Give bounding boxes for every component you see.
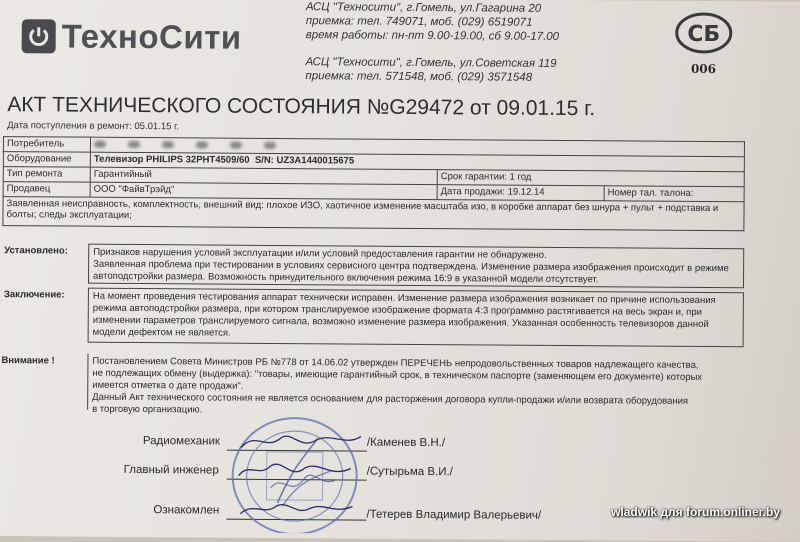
seller-label: Продавец (3, 182, 90, 198)
watermark-text: wladwik для forum.onliner.by (611, 505, 780, 519)
chief-engineer-name: /Сутырьма В.И./ (367, 466, 453, 479)
equipment-value: Телевизор PHILIPS 32PHT4509/60 S/N: UZ3A1440015675 (90, 152, 744, 172)
established-text: Признаков нарушения условий эксплуатации и/или условий предоставления гарантии не обнаружено. Заявленная проблема при тестировании в условиях сервисного центра подтверждена. Изменение размера изображения происходит в режиме автоподстройки размера. Возможность принудительного включения режима 16:9 в указанной модели отсутствует. (88, 244, 744, 289)
signature-scribble-icon (230, 496, 360, 523)
seller-value: ООО "ФайвТрэйд" (90, 182, 437, 199)
svg-text:СБ: СБ (687, 22, 720, 47)
repair-type-label: Тип ремонта (3, 167, 90, 183)
equipment-label: Оборудование (3, 152, 90, 168)
power-icon (22, 19, 56, 53)
established-label: Установлено: (4, 245, 68, 256)
address-block-1: АСЦ "Техносити", г.Гомель, ул.Гагарина 20 приемка: тел. 749071, моб. (029) 6519071 время работы: пн-пт 9.00-19.00, сб 9.00-17.00 (306, 0, 560, 44)
logo-text: ТехноСити (62, 17, 242, 56)
conclusion-text: На момент проведения тестирования аппарат технически исправен. Изменение размера изображения возникает по причине использования режима автоподстройки размера, при котором транслируемое изображение формата 4:3 программно растягивается на весь экран и, при изменении параметров транслируемого сигнала, возможно изменение размера изображения. Указанная особенность телевизоров данной модели дефектом не является. (88, 288, 744, 348)
radio-mechanic-label: Радиомеханик (143, 435, 220, 448)
acknowledged-label: Ознакомлен (153, 504, 219, 516)
conclusion-label: Заключение: (4, 289, 65, 300)
chief-engineer-label: Главный инженер (124, 464, 219, 477)
repair-intake-date: Дата поступления в ремонт: 05.01.15 г. (7, 120, 179, 132)
acknowledged-name: /Тетерев Владимир Валерьевич/ (366, 509, 541, 522)
declared-fault: Заявленная неисправность, комплектность, внешний вид: плохое ИЗО, хаотичное изменение масштаба изо, в коробке аппарат без шнура + пульт + подставка и болты; следы эксплуатации; (3, 197, 744, 231)
coupon-number: Номер тал. талона: (604, 186, 744, 202)
consumer-label: Потребитель (3, 137, 90, 153)
attention-text: Постановлением Совета Министров РБ №778 от 14.06.02 утвержден ПЕРЕЧЕНЬ непродовольственных товаров надлежащего качества, не подлежащих обмену (выдержка): "товары, имеющие гарантийный срок, в техническом паспорте (заменяющем его документе) которых имеется отметка о дате продажи". Данный Акт технического состояния не является основанием для расторжения договора купли-продажи и/или возврата оборудования в торговую организацию. (87, 354, 743, 415)
signature-scribble-icon (231, 456, 361, 485)
attention-label: Внимание ! (1, 355, 54, 366)
stb-number: 006 (663, 62, 743, 77)
warranty-period: Срок гарантии: 1 год (437, 170, 744, 187)
stb-certification-mark (663, 11, 743, 82)
sale-date: Дата продажи: 19.12.14 (437, 185, 604, 201)
info-table (2, 136, 745, 231)
radio-mechanic-name: /Каменев В.Н./ (367, 437, 445, 450)
repair-type-value: Гарантийный (90, 167, 437, 184)
signature-scribble-icon (236, 426, 366, 457)
company-logo (22, 16, 242, 58)
document-title: АКТ ТЕХНИЧЕСКОГО СОСТОЯНИЯ №G29472 от 09.01.15 г. (7, 93, 595, 121)
table-row (3, 197, 744, 231)
address-block-2: АСЦ "Техносити", г.Гомель, ул.Советская 119 приемка: тел. 571548, моб. (029) 3571548 (305, 55, 556, 85)
